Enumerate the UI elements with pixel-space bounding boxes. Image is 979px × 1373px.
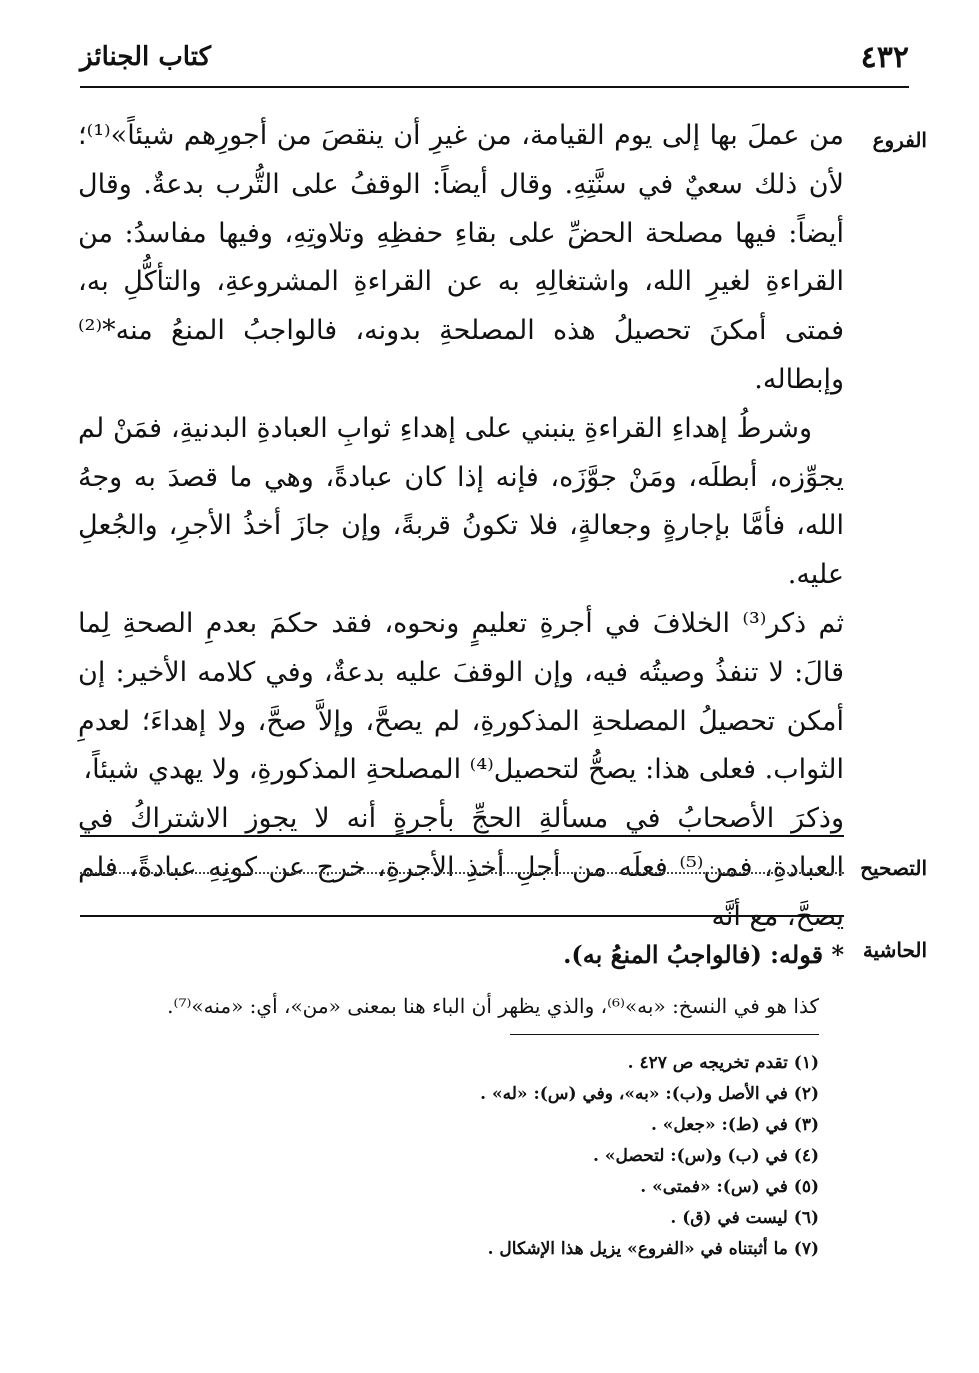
paragraph-4: وذكرَ الأصحابُ في مسألةِ الحجِّ بأجرةٍ أنه لا يجوز الاشتراكُ في العبادةِ، فمن⁽⁵⁾ فعلَه من أجلِ أخذِ الأجرةِ، خرج عن كونِهِ عبادةً، فلم يصحَّ، مع أنَّه [78, 803, 845, 932]
footnote-6: (٦) ليست في (ق) . [670, 1208, 819, 1228]
footnote-7: (٧) ما أثبتناه في «الفروع» يزيل هذا الإشكال . [487, 1239, 819, 1259]
side-label-tashih: التصحيح [860, 856, 927, 880]
main-text [78, 112, 844, 942]
tashih-dotted-line [80, 872, 844, 874]
paragraph-1: من عملَ بها إلى يوم القيامة، من غيرِ أن ينقصَ من أجورِهم شيئاً»⁽¹⁾؛ لأن ذلك سعيٌ في سنَّتِهِ. وقال أيضاً: الوقفُ على التُّرب بدعةٌ. وقال أيضاً: فيها مصلحة الحضِّ على بقاءِ حفظِهِ وتلاوتِهِ، وفيها مفاسدُ: من القراءةِ لغيرِ الله، واشتغالِهِ به عن القراءةِ المشروعةِ، والتأكُّلِ به، فمتى أمكنَ تحصيلُ هذه المصلحةِ بدونه، فالواجبُ المنعُ منه*⁽²⁾ وإبطاله. [78, 120, 844, 395]
footnote-3: (٣) في (ط): «جعل» . [650, 1115, 819, 1135]
side-label-hashiya: الحاشية [862, 938, 927, 962]
footnote-2: (٢) في الأصل و(ب): «به»، وفي (س): «له» . [480, 1084, 819, 1104]
side-label-furu: الفروع [872, 128, 927, 152]
footnote-1: (١) تقدم تخريجه ص ٤٢٧ . [627, 1053, 819, 1073]
footnotes [80, 1048, 819, 1265]
page-header [80, 38, 909, 88]
book-title: كتاب الجنائز [80, 42, 211, 72]
footnote-separator [510, 1034, 819, 1035]
footnote-4: (٤) في (ب) و(س): لتحصل» . [593, 1146, 819, 1166]
hashiya-top-rule [80, 915, 844, 917]
hashiya-heading: * قوله: (فالواجبُ المنعُ به). [563, 940, 844, 969]
page-number: ٤٣٢ [860, 40, 909, 75]
main-text-bottom-rule [80, 835, 844, 837]
header-rule [80, 86, 909, 88]
paragraph-3: ثم ذكر⁽³⁾ الخلافَ في أجرةِ تعليمٍ ونحوه، فقد حكمَ بعدمِ الصحةِ لِما قالَ: لا تنفذُ وصيتُه فيه، وإن الوقفَ عليه بدعةٌ، وفي كلامه الأخير: إن أمكن تحصيلُ المصلحةِ المذكورةِ، لم يصحَّ، وإلاَّ صحَّ، ولا إهداءَ؛ لعدمِ الثواب. فعلى هذا: يصحُّ لتحصيل⁽⁴⁾ المصلحةِ المذكورةِ، ولا يهدي شيئاً، [78, 607, 844, 786]
paragraph-2: وشرطُ إهداءِ القراءةِ ينبني على إهداءِ ثوابِ العبادةِ البدنيةِ، فمَنْ لم يجوِّزه، أبطلَه، ومَنْ جوَّزَه، فإنه إذا كان عبادةً، وهي ما قصدَ به وجهُ الله، فأمَّا بإجارةٍ وجعالةٍ، فلا تكونُ قربةً، وإن جازَ أخذُ الأجرِ، والجُعلِ عليه. [78, 412, 844, 591]
footnote-5: (٥) في (س): «فمتى» . [640, 1177, 819, 1197]
hashiya-text: كذا هو في النسخ: «به»⁽⁶⁾، والذي يظهر أن الباء هنا بمعنى «من»، أي: «منه»⁽⁷⁾. [167, 994, 819, 1018]
